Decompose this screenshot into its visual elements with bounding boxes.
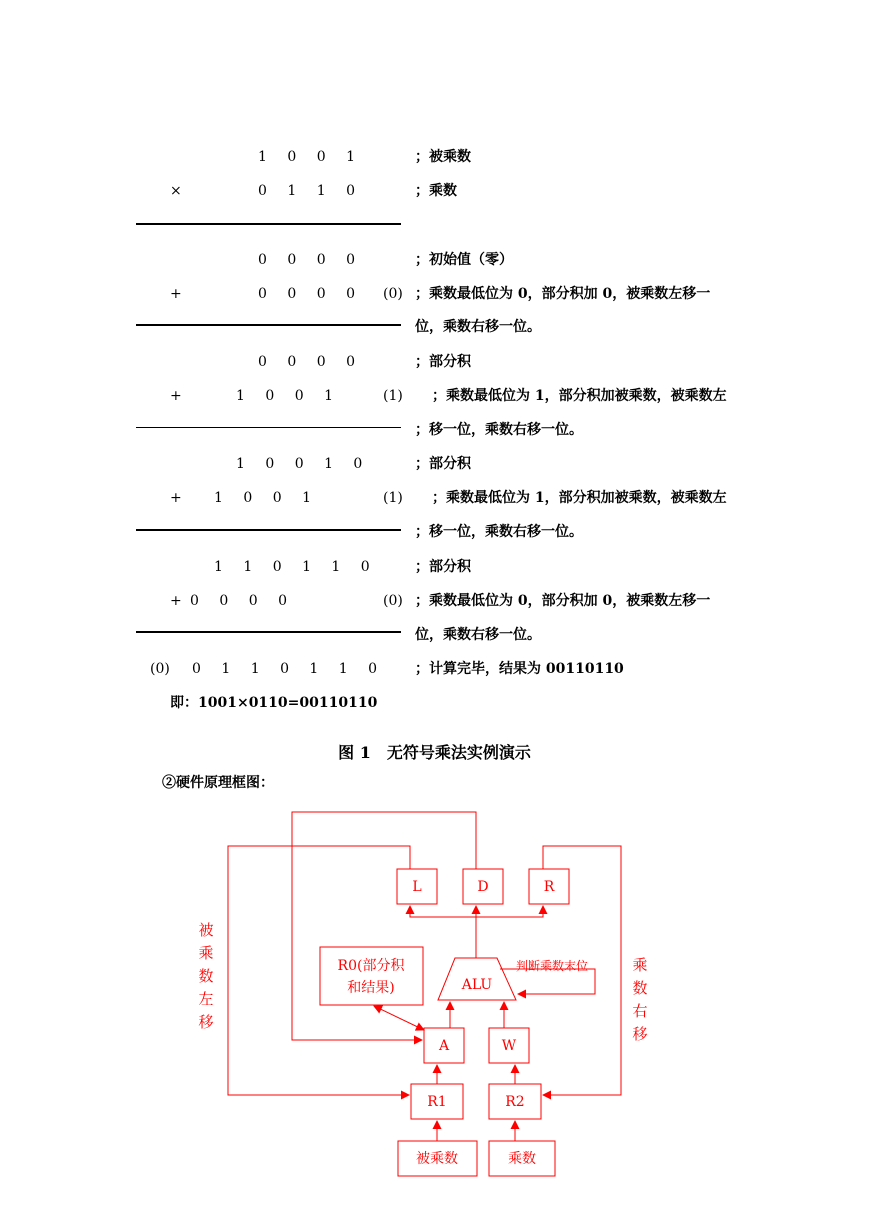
multiplier-bit: (1)	[383, 388, 403, 404]
left-shift-label-char: 被	[198, 921, 214, 939]
left-shift-label-char: 左	[198, 990, 214, 1008]
comment-step: ；乘数最低位为 0，部分积加 0，被乘数左移一	[415, 286, 711, 302]
divider-line	[136, 631, 401, 633]
comment-result: ；计算完毕，结果为 00110110	[415, 661, 624, 677]
register-r-label: R	[543, 879, 555, 895]
divider-line	[136, 427, 401, 428]
plus-sign: +	[170, 388, 182, 404]
hardware-block-diagram	[0, 790, 869, 1190]
r0-a-bidirectional-arrow	[374, 1006, 424, 1030]
register-r0-label-1: R0(部分积	[337, 958, 405, 974]
register-r0-box	[320, 947, 423, 1005]
comment-partial-product: ；部分积	[415, 559, 471, 575]
plus-sign: +	[170, 286, 182, 302]
multiplier-bit: (1)	[383, 490, 403, 506]
plus-sign: +	[170, 490, 182, 506]
figure-caption: 图 1 无符号乘法实例演示	[338, 743, 531, 762]
multiplicand-digits: 1 0 0 1	[258, 149, 363, 165]
comment-initial: ；初始值（零）	[415, 252, 513, 268]
judge-last-bit-label: 判断乘数末位	[515, 959, 589, 973]
alu-to-r-arrow	[476, 906, 543, 917]
carry-bit: (0)	[150, 661, 170, 677]
left-shift-label-char: 乘	[198, 944, 214, 962]
right-shift-label-char: 乘	[632, 956, 648, 974]
section-heading: ②硬件原理框图：	[162, 775, 274, 791]
addend-digits: 0 0 0 0	[258, 286, 363, 302]
comment-partial-product: ；部分积	[415, 456, 471, 472]
left-shift-label-char: 移	[198, 1013, 214, 1031]
alu-to-l-arrow	[410, 906, 476, 917]
addend-digits: 1 0 0 1	[236, 388, 341, 404]
result-summary: 即：1001×0110=00110110	[170, 695, 378, 711]
alu-label: ALU	[461, 977, 493, 993]
register-r0-label-2: 和结果)	[347, 980, 395, 996]
comment-step: ；乘数最低位为 0，部分积加 0，被乘数左移一	[415, 593, 711, 609]
addend-digits: 0 0 0 0	[190, 593, 295, 609]
comment-step: ；乘数最低位为 1，部分积加被乘数，被乘数左	[432, 490, 727, 506]
multiplier-bit: (0)	[383, 593, 403, 609]
right-shift-label-char: 右	[632, 1002, 648, 1020]
register-r1-label: R1	[427, 1094, 447, 1110]
register-r2-label: R2	[505, 1094, 525, 1110]
comment-step-cont: ；移一位，乘数右移一位。	[415, 524, 583, 540]
comment-step-cont: 位，乘数右移一位。	[415, 319, 541, 335]
times-sign: ×	[170, 183, 182, 199]
divider-line	[136, 324, 401, 326]
partial-product-digits: 1 0 0 1 0	[236, 456, 371, 472]
plus-sign: +	[170, 593, 182, 609]
comment-step: ；乘数最低位为 1，部分积加被乘数，被乘数左	[432, 388, 727, 404]
right-shift-label-char: 移	[632, 1025, 648, 1043]
partial-product-digits: 0 0 0 0	[258, 354, 363, 370]
comment-partial-product: ；部分积	[415, 354, 471, 370]
multiplier-digits: 0 1 1 0	[258, 183, 363, 199]
register-l-label: L	[412, 879, 422, 895]
addend-digits: 1 0 0 1	[214, 490, 319, 506]
multiplier-bit: (0)	[383, 286, 403, 302]
comment-multiplier: ；乘数	[415, 183, 457, 199]
comment-step-cont: ；移一位，乘数右移一位。	[415, 422, 583, 438]
divider-line	[136, 223, 401, 225]
register-a-label: A	[438, 1038, 450, 1054]
register-d-label: D	[477, 879, 489, 895]
register-w-label: W	[501, 1038, 517, 1054]
right-shift-label-char: 数	[632, 979, 648, 997]
result-digits: 0 1 1 0 1 1 0	[192, 661, 386, 677]
comment-multiplicand: ；被乘数	[415, 149, 471, 165]
partial-product-digits: 1 1 0 1 1 0	[214, 559, 378, 575]
left-shift-label-char: 数	[198, 967, 214, 985]
divider-line	[136, 529, 401, 531]
initial-digits: 0 0 0 0	[258, 252, 363, 268]
comment-step-cont: 位，乘数右移一位。	[415, 627, 541, 643]
multiplier-input-label: 乘数	[508, 1151, 536, 1167]
multiplicand-input-label: 被乘数	[416, 1151, 458, 1167]
